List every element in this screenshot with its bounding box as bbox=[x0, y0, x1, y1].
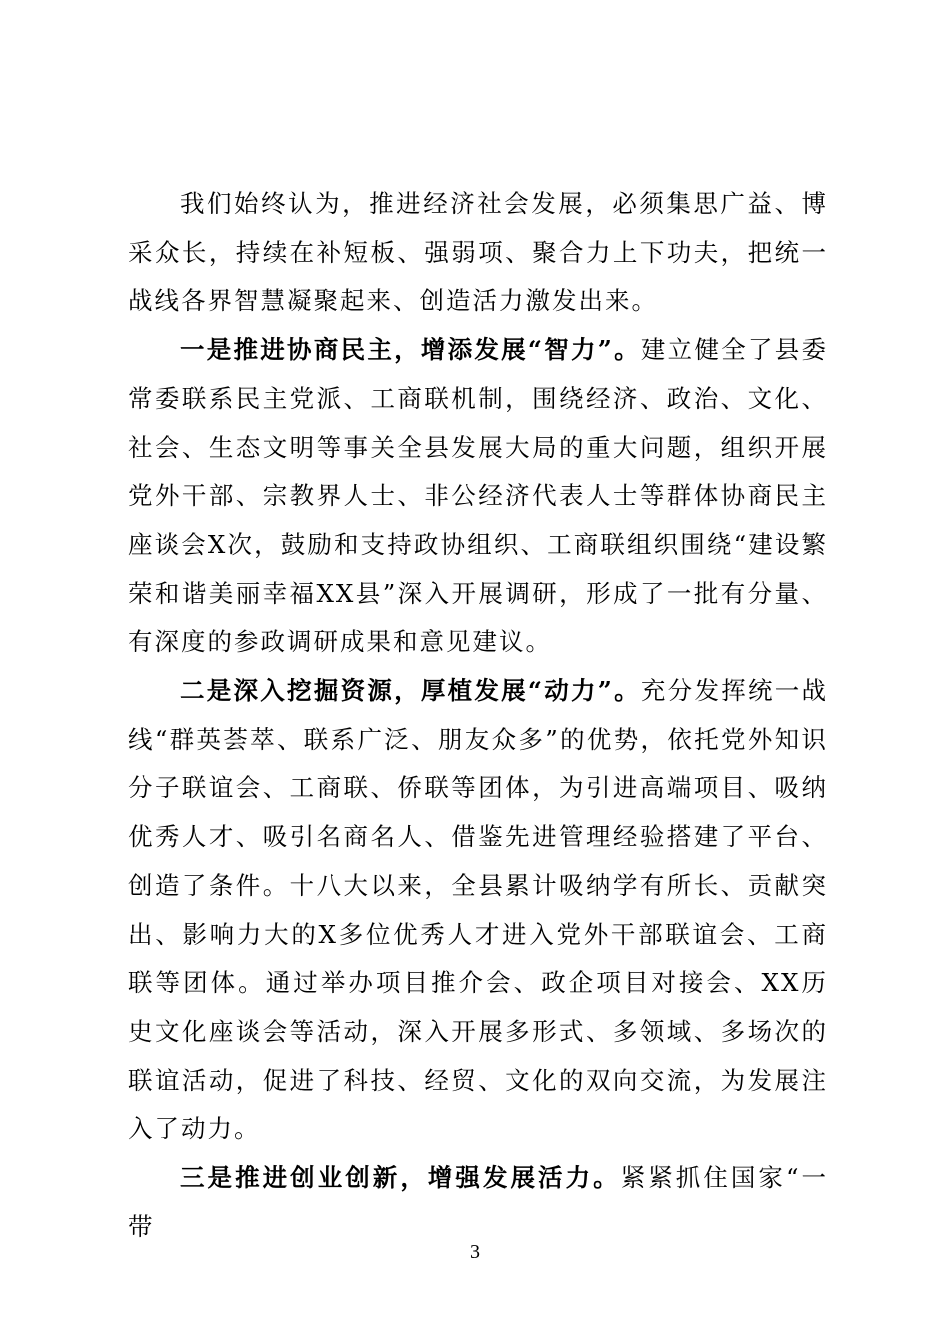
paragraph-point-two bbox=[128, 667, 828, 1154]
paragraph-lead: 一是推进协商民主，增添发展“智力”。 bbox=[180, 335, 641, 365]
paragraph-text: 我们始终认为，推进经济社会发展，必须集思广益、博采众长，持续在补短板、强弱项、聚合力上下功夫，把统一战线各界智慧凝聚起来、创造活力激发出来。 bbox=[128, 189, 828, 316]
page-number: 3 bbox=[470, 1241, 480, 1263]
document-body bbox=[128, 180, 828, 1251]
paragraph-lead: 二是深入挖掘资源，厚植发展“动力”。 bbox=[180, 676, 641, 706]
paragraph-text: 充分发挥统一战线“群英荟萃、联系广泛、朋友众多”的优势，依托党外知识分子联谊会、工商联、侨联等团体，为引进高端项目、吸纳优秀人才、吸引名商名人、借鉴先进管理经验搭建了平台、创造了条件。十八大以来，全县累计吸纳学有所长、贡献突出、影响力大的X多位优秀人才进入党外干部联谊会、工商联等团体。通过举办项目推介会、政企项目对接会、XX历史文化座谈会等活动，深入开展多形式、多领域、多场次的联谊活动，促进了科技、经贸、文化的双向交流，为发展注入了动力。 bbox=[128, 676, 828, 1144]
paragraph-point-three bbox=[128, 1154, 828, 1251]
paragraph-point-one bbox=[128, 326, 828, 667]
paragraph-intro bbox=[128, 180, 828, 326]
paragraph-lead: 三是推进创业创新，增强发展活力。 bbox=[180, 1163, 621, 1193]
paragraph-text: 建立健全了县委常委联系民主党派、工商联机制，围绕经济、政治、文化、社会、生态文明等事关全县发展大局的重大问题，组织开展党外干部、宗教界人士、非公经济代表人士等群体协商民主座谈会X次，鼓励和支持政协组织、工商联组织围绕“建设繁荣和谐美丽幸福XX县”深入开展调研，形成了一批有分量、有深度的参政调研成果和意见建议。 bbox=[128, 335, 828, 657]
paragraph-text: 紧紧抓住国家“一带 bbox=[128, 1163, 829, 1241]
